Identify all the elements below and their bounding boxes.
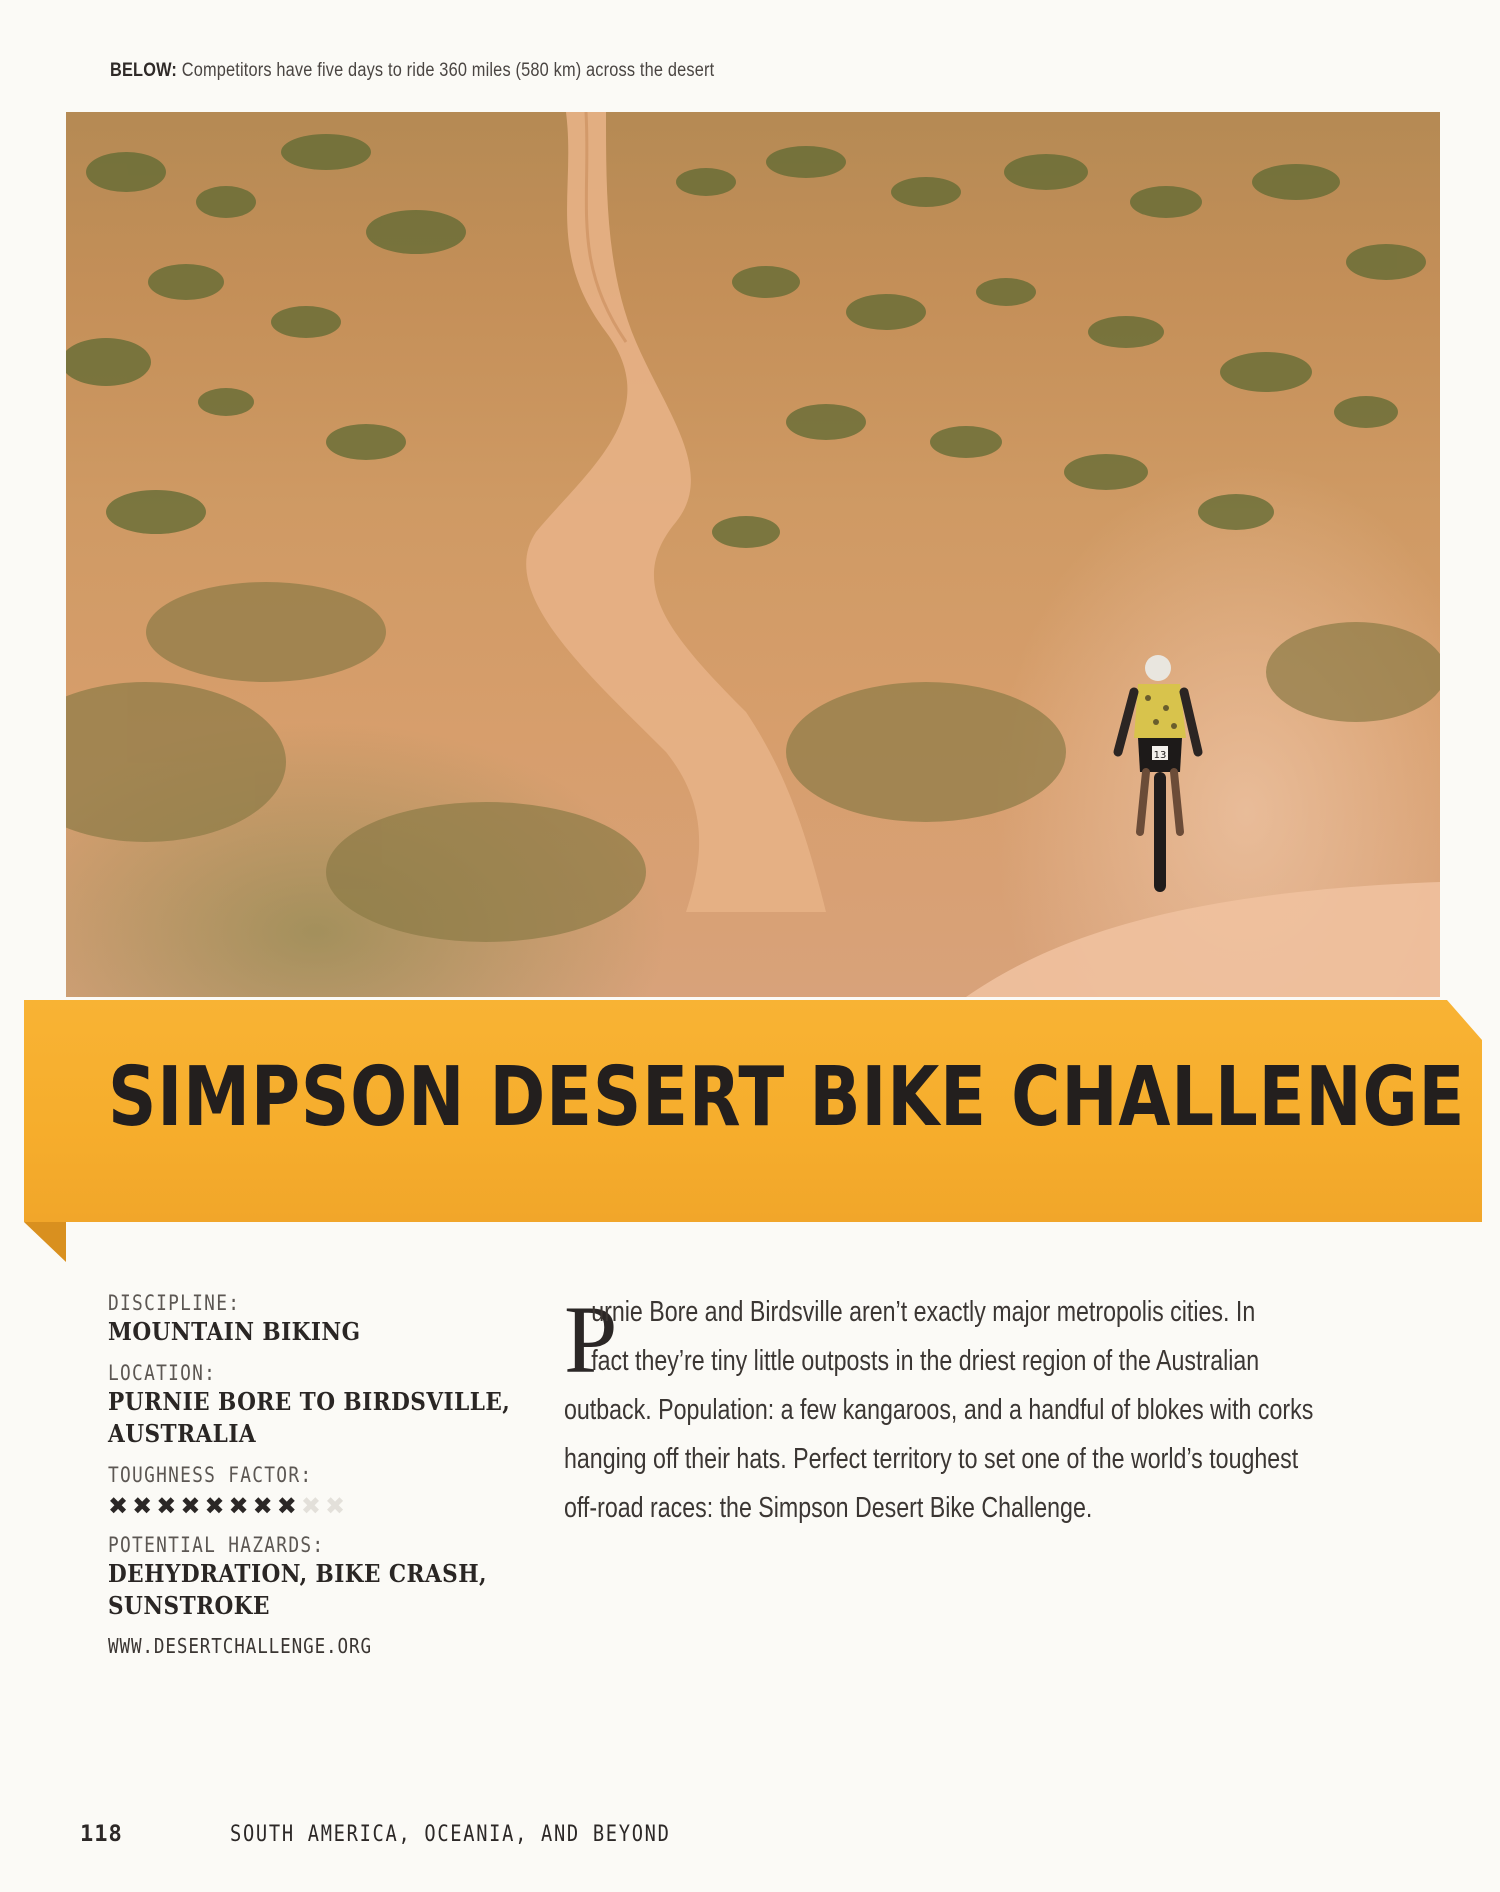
body-line-2: fact they’re tiny little outposts in the driest region of the Australian <box>591 1345 1260 1377</box>
cyclist <box>1118 655 1198 892</box>
desert-landscape-illustration <box>66 112 1440 997</box>
hazards-value-line2: SUNSTROKE <box>108 1591 270 1620</box>
body-line-4: hanging off their hats. Perfect territory to set one of the world’s toughest <box>564 1443 1299 1475</box>
toughness-mark-icon: ✖ <box>108 1492 129 1520</box>
hazards-value-line1: DEHYDRATION, BIKE CRASH, <box>108 1559 488 1588</box>
toughness-rating <box>108 1492 508 1520</box>
section-name: SOUTH AMERICA, OCEANIA, AND BEYOND <box>230 1822 671 1847</box>
toughness-mark-icon: ✖ <box>156 1492 177 1520</box>
banner-fold <box>24 1222 66 1262</box>
caption-text: Competitors have five days to ride 360 miles (580 km) across the desert <box>181 60 715 81</box>
body-line-3: outback. Population: a few kangaroos, and a handful of blokes with corks <box>564 1394 1314 1426</box>
toughness-label: TOUGHNESS FACTOR: <box>108 1463 313 1487</box>
fact-box <box>108 1290 511 1658</box>
desert-cyclist-photo <box>66 112 1440 997</box>
toughness-mark-icon: ✖ <box>132 1492 153 1520</box>
drop-cap: P <box>564 1286 618 1393</box>
photo-caption <box>110 60 714 82</box>
discipline-value: MOUNTAIN BIKING <box>108 1317 361 1346</box>
toughness-mark-icon: ✖ <box>252 1492 273 1520</box>
body-line-1: urnie Bore and Birdsville aren’t exactly major metropolis cities. In <box>591 1296 1256 1328</box>
location-value-line2: AUSTRALIA <box>108 1419 257 1448</box>
page-number: 118 <box>80 1822 123 1847</box>
hazards-fact <box>108 1532 508 1622</box>
toughness-fact <box>108 1462 508 1520</box>
toughness-mark-icon: ✖ <box>276 1492 297 1520</box>
toughness-mark-icon: ✖ <box>300 1492 321 1520</box>
body-line-5: off-road races: the Simpson Desert Bike Challenge. <box>564 1492 1093 1524</box>
location-label: LOCATION: <box>108 1361 217 1385</box>
location-fact <box>108 1360 511 1450</box>
discipline-fact <box>108 1290 508 1348</box>
discipline-label: DISCIPLINE: <box>108 1291 241 1315</box>
location-value-line1: PURNIE BORE TO BIRDSVILLE, <box>108 1387 511 1416</box>
toughness-mark-icon: ✖ <box>324 1492 346 1520</box>
hazards-label: POTENTIAL HAZARDS: <box>108 1533 325 1557</box>
article-body <box>564 1288 1384 1533</box>
article-title: SIMPSON DESERT BIKE CHALLENGE <box>108 1050 1466 1145</box>
caption-lead: BELOW: <box>110 60 177 81</box>
website-link[interactable]: WWW.DESERTCHALLENGE.ORG <box>108 1634 372 1658</box>
rider-number: 13 <box>1153 750 1167 761</box>
toughness-mark-icon: ✖ <box>180 1492 201 1520</box>
toughness-mark-icon: ✖ <box>204 1492 225 1520</box>
toughness-mark-icon: ✖ <box>228 1492 249 1520</box>
